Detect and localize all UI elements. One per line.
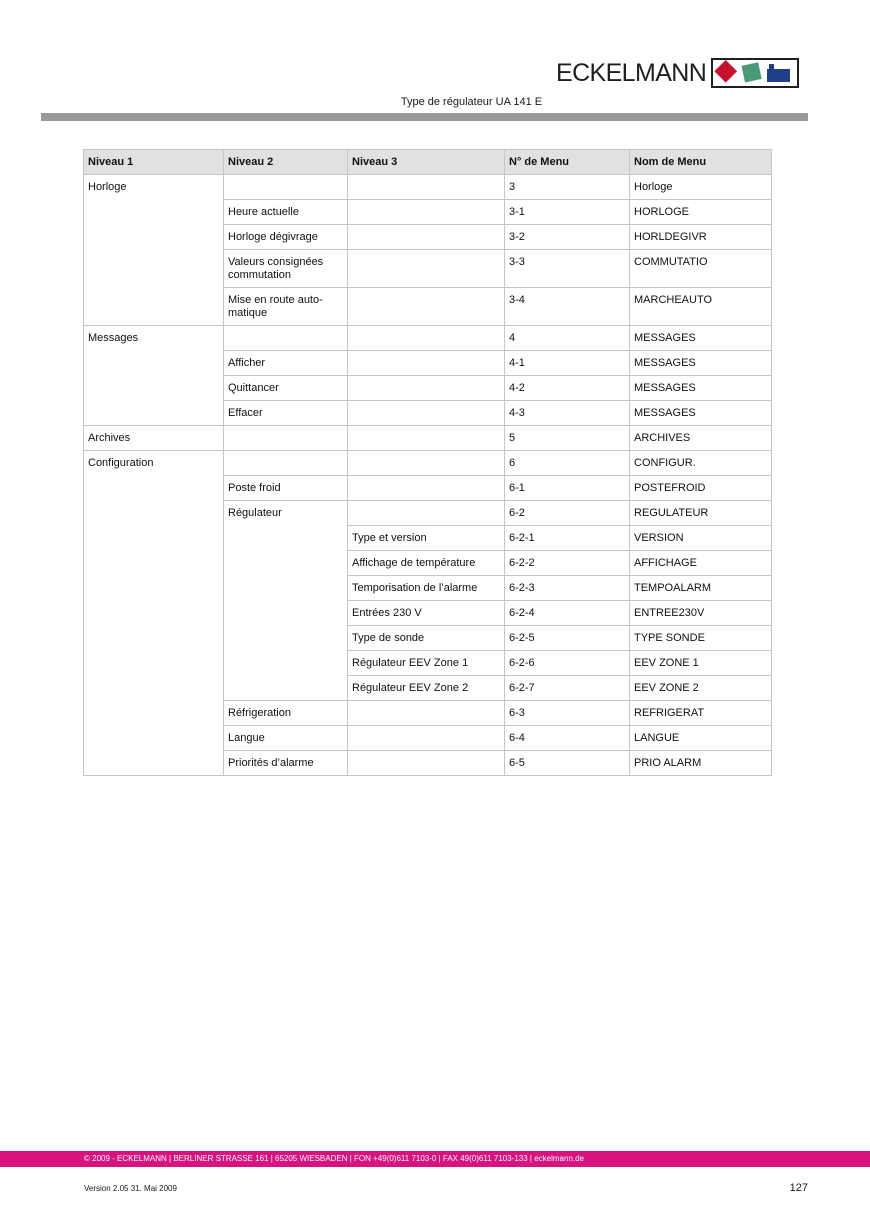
cell-menu-name: CONFIGUR. <box>630 451 772 476</box>
table-row <box>84 451 772 476</box>
cell-niveau-3 <box>348 451 505 476</box>
cell-menu-number: 6-2-5 <box>505 626 630 651</box>
cell-niveau-2 <box>224 451 348 476</box>
cell-menu-name: COMMUTATIO <box>630 250 772 288</box>
cell-menu-name: ARCHIVES <box>630 426 772 451</box>
cell-niveau-3 <box>348 200 505 225</box>
cell-niveau-2: Poste froid <box>224 476 348 501</box>
cell-niveau-3 <box>348 501 505 526</box>
cell-menu-name: HORLOGE <box>630 200 772 225</box>
cell-menu-number: 3 <box>505 175 630 200</box>
header-rule <box>41 113 808 121</box>
cell-niveau-2 <box>224 426 348 451</box>
cell-menu-name: HORLDEGIVR <box>630 225 772 250</box>
cell-line: matique <box>228 307 268 319</box>
cell-niveau-3 <box>348 376 505 401</box>
cell-niveau-3: Type de sonde <box>348 626 505 651</box>
header-niveau-3: Niveau 3 <box>348 150 505 175</box>
cell-line: Mise en route auto- <box>228 294 323 306</box>
cell-niveau-3: Affichage de température <box>348 551 505 576</box>
table-row <box>84 326 772 351</box>
cell-menu-number: 6-5 <box>505 751 630 776</box>
cell-menu-number: 6-1 <box>505 476 630 501</box>
cell-niveau-2 <box>224 175 348 200</box>
cell-niveau-3 <box>348 751 505 776</box>
cell-menu-name: MESSAGES <box>630 376 772 401</box>
cell-niveau-2: Régulateur <box>224 501 348 701</box>
cell-niveau-2: Réfrigeration <box>224 701 348 726</box>
cell-menu-number: 6-4 <box>505 726 630 751</box>
cell-line: commutation <box>228 269 291 281</box>
table-header-row <box>84 150 772 175</box>
cell-menu-number: 6-2-6 <box>505 651 630 676</box>
cell-menu-number: 3-2 <box>505 225 630 250</box>
cell-menu-name: REFRIGERAT <box>630 701 772 726</box>
cell-niveau-3: Type et version <box>348 526 505 551</box>
version-info: Version 2.05 31. Mai 2009 <box>84 1184 177 1193</box>
cell-menu-name: AFFICHAGE <box>630 551 772 576</box>
header-niveau-1: Niveau 1 <box>84 150 224 175</box>
cell-menu-number: 6-2-4 <box>505 601 630 626</box>
cell-niveau-3 <box>348 326 505 351</box>
cell-niveau-2: Horloge dégivrage <box>224 225 348 250</box>
menu-structure-table <box>83 149 772 776</box>
cell-menu-name: TEMPOALARM <box>630 576 772 601</box>
footer-contact-text: © 2009 - ECKELMANN | BERLINER STRASSE 161 | 65205 WIESBADEN | FON +49(0)611 7103-0 | FAX 49(0)611 7103-133 | eckelmann.de <box>84 1154 585 1163</box>
cell-menu-number: 6-2-3 <box>505 576 630 601</box>
cell-menu-name: EEV ZONE 1 <box>630 651 772 676</box>
cell-menu-number: 6-2-7 <box>505 676 630 701</box>
cell-niveau-3: Entrées 230 V <box>348 601 505 626</box>
cell-menu-number: 6-2 <box>505 501 630 526</box>
cell-menu-number: 6-2-1 <box>505 526 630 551</box>
cell-menu-number: 5 <box>505 426 630 451</box>
cell-menu-name: TYPE SONDE <box>630 626 772 651</box>
cell-niveau-2 <box>224 326 348 351</box>
cell-niveau-2: Priorités d’alarme <box>224 751 348 776</box>
cell-menu-name: MESSAGES <box>630 401 772 426</box>
cell-niveau-3 <box>348 250 505 288</box>
cell-niveau-2: Quittancer <box>224 376 348 401</box>
cell-menu-number: 4-3 <box>505 401 630 426</box>
document-subtitle: Type de régulateur UA 141 E <box>400 96 543 108</box>
cell-menu-name: EEV ZONE 2 <box>630 676 772 701</box>
cell-menu-number: 4-1 <box>505 351 630 376</box>
cell-menu-number: 4-2 <box>505 376 630 401</box>
cell-niveau-1: Messages <box>84 326 224 426</box>
cell-niveau-3 <box>348 175 505 200</box>
cell-niveau-3 <box>348 701 505 726</box>
table-row <box>84 175 772 200</box>
cell-menu-name: LANGUE <box>630 726 772 751</box>
cell-niveau-2: Heure actuelle <box>224 200 348 225</box>
cell-niveau-3: Temporisation de l’alarme <box>348 576 505 601</box>
cell-menu-number: 4 <box>505 326 630 351</box>
cell-niveau-3 <box>348 726 505 751</box>
cell-menu-number: 3-4 <box>505 288 630 326</box>
cell-menu-name: Horloge <box>630 175 772 200</box>
eckelmann-logo <box>556 58 799 88</box>
cell-menu-number: 6-3 <box>505 701 630 726</box>
cell-menu-name: VERSION <box>630 526 772 551</box>
cell-niveau-2 <box>224 288 348 326</box>
cell-niveau-3 <box>348 351 505 376</box>
cell-niveau-3 <box>348 225 505 250</box>
cell-niveau-3: Régulateur EEV Zone 1 <box>348 651 505 676</box>
cell-menu-name: PRIO ALARM <box>630 751 772 776</box>
page-number: 127 <box>789 1182 808 1194</box>
cell-menu-number: 3-1 <box>505 200 630 225</box>
header-menu-number: N° de Menu <box>505 150 630 175</box>
logo-mark-icon <box>711 58 799 88</box>
cell-menu-name: REGULATEUR <box>630 501 772 526</box>
cell-niveau-1: Horloge <box>84 175 224 326</box>
cell-niveau-3 <box>348 476 505 501</box>
cell-niveau-2: Langue <box>224 726 348 751</box>
cell-niveau-1: Archives <box>84 426 224 451</box>
cell-niveau-3 <box>348 288 505 326</box>
cell-line: Valeurs consignées <box>228 256 324 268</box>
cell-menu-name: MARCHEAUTO <box>630 288 772 326</box>
footer-bar <box>0 1151 870 1167</box>
header-menu-name: Nom de Menu <box>630 150 772 175</box>
cell-niveau-2: Afficher <box>224 351 348 376</box>
cell-menu-name: POSTEFROID <box>630 476 772 501</box>
cell-menu-number: 6-2-2 <box>505 551 630 576</box>
cell-niveau-3: Régulateur EEV Zone 2 <box>348 676 505 701</box>
cell-menu-number: 6 <box>505 451 630 476</box>
cell-menu-number: 3-3 <box>505 250 630 288</box>
cell-menu-name: ENTREE230V <box>630 601 772 626</box>
header-niveau-2: Niveau 2 <box>224 150 348 175</box>
cell-menu-name: MESSAGES <box>630 326 772 351</box>
table-row <box>84 426 772 451</box>
cell-niveau-3 <box>348 401 505 426</box>
cell-menu-name: MESSAGES <box>630 351 772 376</box>
brand-name: ECKELMANN <box>556 59 707 87</box>
cell-niveau-1: Configuration <box>84 451 224 776</box>
cell-niveau-2: Effacer <box>224 401 348 426</box>
cell-niveau-2 <box>224 250 348 288</box>
cell-niveau-3 <box>348 426 505 451</box>
